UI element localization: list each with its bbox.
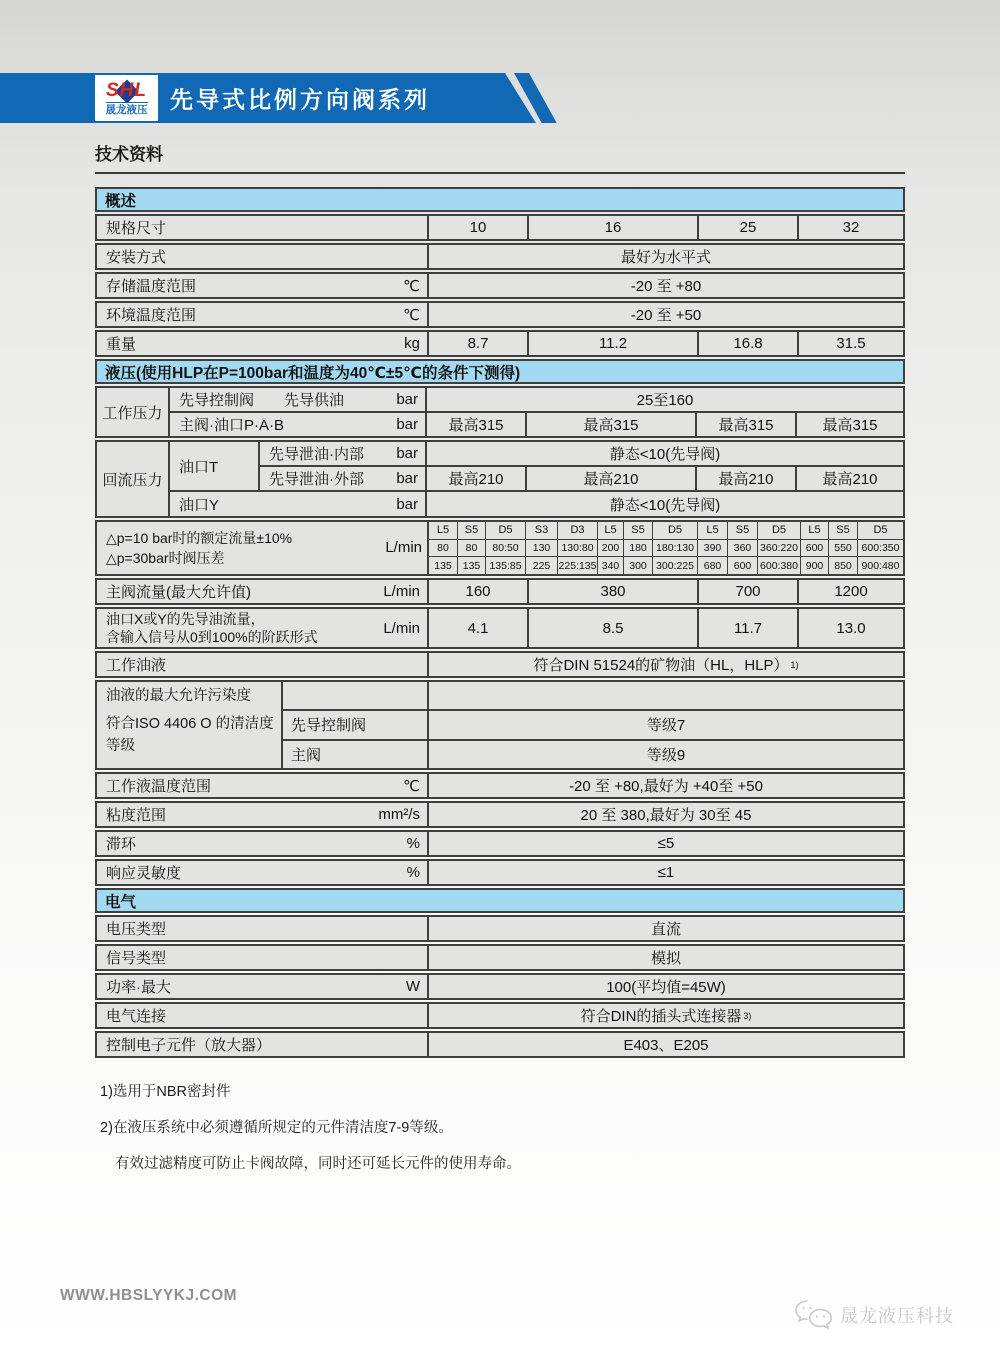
pilot-drain-external-values [427, 467, 903, 490]
fluid-value: 符合DIN 51524的矿物油（HL，HLP） [533, 657, 789, 674]
footnotes [100, 1080, 905, 1173]
weight-row [95, 330, 905, 357]
company-logo [95, 75, 158, 121]
fluid-temp-row [95, 772, 905, 799]
pilot-supply-label: 先导控制阀 先导供油 [179, 392, 345, 409]
mount-row-label: 安装方式 [106, 249, 167, 266]
contamination-main-value: 等级9 [646, 746, 686, 764]
flow-value-cell: 180:130 [653, 540, 698, 557]
mount-row [95, 243, 905, 270]
main-valve-flow-value-cell: 1200 [834, 583, 868, 600]
logo-company-name: 晟龙液压 [105, 103, 148, 116]
pilot-oil-flow-label [106, 610, 318, 646]
viscosity-row [95, 801, 905, 828]
flow-header-row [429, 522, 903, 540]
response-label: 响应灵敏度 [106, 865, 182, 882]
size-row-values [429, 216, 903, 239]
voltage-type-label: 电压类型 [106, 921, 167, 938]
pilot-drain-internal-label: 先导泄油·内部 [269, 446, 364, 463]
size-row [95, 214, 905, 241]
main-valve-ports-row [170, 413, 903, 436]
size-value-cell: 16 [529, 216, 699, 239]
hysteresis-unit: % [406, 835, 420, 852]
contamination-empty-row [283, 682, 903, 711]
rated-flow-label-cell [97, 522, 429, 574]
signal-type-row [95, 944, 905, 971]
flow-header-cell: L5 [801, 522, 829, 539]
contamination-label-cell [97, 682, 283, 768]
pilot-oil-flow-value-cell: 4.1 [429, 609, 529, 647]
footnote-2: 2)在液压系统中必须遵循所规定的元件清洁度7-9等级。 [100, 1120, 453, 1136]
brand-name: 晟龙液压科技 [840, 1306, 954, 1326]
flow-value-cell: 600 [728, 557, 758, 574]
ambient-temp-value: -20 至 +50 [630, 307, 702, 324]
main-valve-flow-unit: L/min [383, 583, 420, 600]
contamination-pilot-row [283, 711, 903, 740]
flow-values-row-2 [429, 557, 903, 574]
fluid-footnote-ref: 1) [790, 659, 799, 670]
pilot-oil-flow-value-cell: 13.0 [836, 619, 866, 637]
rated-flow-label-line1: △p=10 bar时的额定流量±10% [106, 529, 293, 546]
flow-header-cell: L5 [698, 522, 728, 539]
electrical-section-title: 电气 [105, 893, 137, 911]
fluid-label: 工作油液 [106, 657, 167, 674]
response-value: ≤1 [657, 864, 675, 881]
connection-label: 电气连接 [106, 1008, 167, 1025]
contamination-empty-sublabel [283, 682, 429, 709]
pilot-oil-flow-value-cell: 11.7 [699, 609, 799, 647]
main-content [95, 140, 905, 1173]
pilot-oil-flow-label-line1: 油口X或Y的先导油流量， [106, 610, 265, 627]
rated-flow-unit: L/min [385, 539, 422, 557]
size-value-cell: 10 [429, 216, 529, 239]
fluid-row [95, 651, 905, 678]
fluid-value-cell [429, 653, 903, 676]
mount-row-label-cell [97, 245, 429, 268]
main-valve-flow-row [95, 578, 905, 605]
contamination-rows [283, 682, 903, 768]
main-valve-ports-unit: bar [396, 416, 418, 433]
return-pressure-group-label: 回流压力 [97, 442, 170, 516]
flow-header-cell: S5 [728, 522, 758, 539]
pilot-drain-internal-unit: bar [396, 445, 418, 462]
connection-row [95, 1002, 905, 1029]
flow-value-cell: 180 [624, 540, 653, 557]
hysteresis-label: 滞环 [106, 836, 137, 853]
response-label-cell [97, 861, 429, 884]
contamination-main-label: 主阀 [283, 741, 429, 768]
flow-value-cell: 135 [429, 557, 458, 574]
port-y-label-cell [170, 492, 427, 516]
contamination-label-line1: 油液的最大允许污染度 [106, 688, 251, 704]
weight-values [429, 332, 903, 355]
pilot-oil-flow-row [95, 607, 905, 649]
flow-header-cell: D5 [486, 522, 526, 539]
logo-shl-letters: SHL [106, 79, 147, 101]
main-valve-flow-value-cell: 160 [429, 580, 529, 603]
pilot-drain-external-value-cell: 最高210 [427, 467, 527, 490]
connection-footnote-ref: 3) [743, 1010, 752, 1021]
flow-value-cell: 550 [829, 540, 858, 557]
pilot-drain-external-value-cell: 最高210 [527, 467, 697, 490]
hysteresis-value: ≤5 [657, 835, 675, 852]
pilot-drain-external-value-cell: 最高210 [822, 471, 878, 488]
power-row [95, 973, 905, 1000]
pilot-supply-value: 25至160 [636, 392, 694, 409]
pilot-drain-internal-label-cell [260, 442, 427, 465]
power-value: 100(平均值=45W) [606, 979, 726, 996]
flow-value-cell: 135 [458, 557, 486, 574]
flow-value-cell: 80:50 [486, 540, 526, 557]
flow-header-cell: D5 [653, 522, 698, 539]
power-label-cell [97, 975, 429, 998]
contamination-pilot-label: 先导控制阀 [283, 711, 429, 738]
fluid-temp-unit: ℃ [403, 777, 420, 795]
electronics-label-cell [97, 1033, 429, 1056]
brand-watermark [794, 1299, 954, 1331]
port-y-value: 静态<10(先导阀) [609, 496, 721, 514]
signal-type-label: 信号类型 [106, 950, 167, 967]
pilot-drain-internal-row [260, 442, 903, 467]
flow-value-cell: 130:80 [558, 540, 598, 557]
flow-value-cell: 225:135 [558, 557, 598, 574]
viscosity-unit: mm²/s [378, 806, 420, 823]
contamination-empty-value [429, 682, 903, 709]
main-valve-flow-value-cell: 700 [699, 580, 799, 603]
working-pressure-rows [170, 388, 903, 436]
flow-header-cell: S3 [526, 522, 558, 539]
flow-value-cell: 600:380 [758, 557, 801, 574]
port-t-label: 油口T [170, 442, 260, 490]
power-label: 功率·最大 [106, 979, 171, 996]
voltage-type-label-cell [97, 917, 429, 940]
flow-value-cell: 850 [829, 557, 858, 574]
logo-shl-text [106, 80, 147, 102]
website-url: WWW.HBSLYYKJ.COM [60, 1287, 238, 1304]
overview-section-header [95, 187, 905, 212]
fluid-temp-value: -20 至 +80,最好为 +40至 +50 [569, 778, 763, 795]
return-pressure-rows [170, 442, 903, 516]
weight-value-cell: 8.7 [429, 332, 529, 355]
size-row-label: 规格尺寸 [106, 220, 167, 237]
viscosity-label: 粘度范围 [106, 807, 167, 824]
main-valve-ports-value-cell: 最高315 [822, 417, 878, 434]
contamination-main-row [283, 741, 903, 768]
flow-header-cell: S5 [458, 522, 486, 539]
signal-type-label-cell [97, 946, 429, 969]
connection-label-cell [97, 1004, 429, 1027]
size-value-cell: 32 [842, 219, 860, 236]
rated-flow-block [95, 520, 905, 576]
flow-value-cell: 300 [624, 557, 653, 574]
flow-header-cell: D5 [873, 524, 888, 537]
weight-label-cell [97, 332, 429, 355]
port-y-unit: bar [396, 495, 418, 513]
viscosity-value: 20 至 380,最好为 30至 45 [580, 807, 752, 824]
flow-value-cell: 130 [526, 540, 558, 557]
flow-value-cell: 360 [728, 540, 758, 557]
pilot-supply-unit: bar [396, 391, 418, 408]
response-unit: % [406, 864, 420, 881]
pilot-drain-external-value-cell: 最高210 [697, 467, 797, 490]
flow-value-cell: 300:225 [653, 557, 698, 574]
voltage-type-value: 直流 [650, 921, 681, 938]
ambient-temp-label-cell [97, 303, 429, 326]
pilot-oil-flow-unit: L/min [383, 619, 420, 637]
electronics-label: 控制电子元件（放大器） [106, 1037, 272, 1054]
electrical-section-header [95, 888, 905, 913]
fluid-temp-label: 工作液温度范围 [106, 778, 212, 795]
signal-type-value: 模拟 [650, 950, 681, 967]
flow-header-cell: L5 [429, 522, 458, 539]
weight-value-cell: 31.5 [836, 335, 866, 352]
pilot-drain-external-label: 先导泄油·外部 [269, 471, 364, 488]
flow-value-cell: 680 [698, 557, 728, 574]
flow-value-cell: 80 [458, 540, 486, 557]
flow-header-cell: L5 [598, 522, 624, 539]
flow-value-cell: 80 [429, 540, 458, 557]
size-value-cell: 25 [699, 216, 799, 239]
pilot-oil-flow-label-line2: 含输入信号从0到100%的阶跃形式 [106, 629, 318, 645]
electronics-row [95, 1031, 905, 1058]
main-valve-ports-label: 主阀·油口P·A·B [179, 417, 285, 434]
port-y-row [170, 492, 903, 516]
hydraulic-section-header [95, 359, 905, 384]
pilot-oil-flow-values [429, 609, 903, 647]
ambient-temp-label: 环境温度范围 [106, 307, 197, 324]
ambient-temp-row [95, 301, 905, 328]
size-row-label-cell [97, 216, 429, 239]
port-t-rows [260, 442, 903, 490]
pilot-drain-external-row [260, 467, 903, 490]
hysteresis-row [95, 830, 905, 857]
pilot-drain-internal-value: 静态<10(先导阀) [609, 446, 721, 463]
main-valve-flow-label: 主阀流量(最大允许值) [106, 584, 251, 601]
working-pressure-group-label: 工作压力 [97, 388, 170, 436]
viscosity-label-cell [97, 803, 429, 826]
wechat-icon [794, 1299, 834, 1331]
main-valve-ports-value-cell: 最高315 [527, 413, 697, 436]
technical-data-table [95, 187, 905, 1058]
flow-value-cell: 200 [598, 540, 624, 557]
fluid-temp-label-cell [97, 774, 429, 797]
weight-value-cell: 16.8 [699, 332, 799, 355]
flow-value-cell: 225 [526, 557, 558, 574]
rated-flow-label-line2: △p=30bar时阀压差 [106, 550, 225, 566]
main-valve-ports-label-cell [170, 413, 427, 436]
footnote-1: 1)选用于NBR密封件 [100, 1084, 231, 1100]
port-t-group [170, 442, 903, 492]
flow-values-row-1 [429, 540, 903, 558]
flow-value-cell: 900:480 [861, 559, 900, 572]
main-valve-flow-values [429, 580, 903, 603]
contamination-label-line2: 符合ISO 4406 O 的清洁度等级 [106, 715, 274, 754]
flow-value-cell: 135:85 [486, 557, 526, 574]
header-band [0, 73, 560, 123]
storage-temp-row [95, 272, 905, 299]
main-valve-flow-label-cell [97, 580, 429, 603]
flow-value-cell: 600 [801, 540, 829, 557]
return-pressure-block [95, 440, 905, 518]
flow-value-cell: 900 [801, 557, 829, 574]
pilot-drain-external-unit: bar [396, 470, 418, 487]
electronics-value: E403、E205 [623, 1037, 709, 1054]
voltage-type-row [95, 915, 905, 942]
pilot-supply-label-cell [170, 388, 427, 411]
pilot-oil-flow-value-cell: 8.5 [529, 609, 699, 647]
flow-header-cell: D3 [558, 522, 598, 539]
section-title: 技术资料 [95, 140, 905, 174]
response-row [95, 859, 905, 886]
main-valve-flow-value-cell: 380 [529, 580, 699, 603]
page-title: 先导式比例方向阀系列 [170, 86, 430, 113]
weight-value-cell: 11.2 [529, 332, 699, 355]
flow-value-cell: 600:350 [861, 542, 900, 554]
power-unit: W [405, 978, 420, 995]
flow-header-cell: S5 [624, 522, 653, 539]
overview-section-title: 概述 [105, 192, 137, 210]
flow-value-cell: 360:220 [758, 540, 801, 557]
hydraulic-section-title: 液压(使用HLP在P=100bar和温度为40℃±5℃的条件下测得) [105, 364, 521, 382]
pilot-supply-row [170, 388, 903, 413]
rated-flow-grid [429, 522, 903, 574]
contamination-block [95, 680, 905, 770]
connection-value-cell [429, 1004, 903, 1027]
weight-label: 重量 [106, 336, 137, 353]
storage-temp-value: -20 至 +80 [630, 278, 702, 295]
ambient-temp-unit: ℃ [403, 306, 420, 324]
footnote-2-continued: 有效过滤精度可防止卡阀故障，同时还可延长元件的使用寿命。 [115, 1156, 521, 1172]
fluid-label-cell [97, 653, 429, 676]
pilot-oil-flow-label-cell [97, 609, 429, 647]
connection-value: 符合DIN的插头式连接器 [580, 1008, 742, 1025]
flow-header-cell: S5 [829, 522, 858, 539]
contamination-pilot-value: 等级7 [646, 717, 686, 735]
main-valve-ports-value-cell: 最高315 [427, 413, 527, 436]
working-pressure-block [95, 386, 905, 438]
flow-value-cell: 340 [598, 557, 624, 574]
flow-header-cell: D5 [758, 522, 801, 539]
port-y-label: 油口Y [179, 496, 220, 514]
hysteresis-label-cell [97, 832, 429, 855]
storage-temp-unit: ℃ [403, 277, 420, 295]
pilot-drain-external-label-cell [260, 467, 427, 490]
storage-temp-label: 存储温度范围 [106, 278, 197, 295]
storage-temp-label-cell [97, 274, 429, 297]
weight-unit: kg [404, 335, 420, 352]
main-valve-ports-value-cell: 最高315 [697, 413, 797, 436]
mount-row-value: 最好为水平式 [620, 249, 711, 266]
flow-value-cell: 390 [698, 540, 728, 557]
main-valve-ports-values [427, 413, 903, 436]
